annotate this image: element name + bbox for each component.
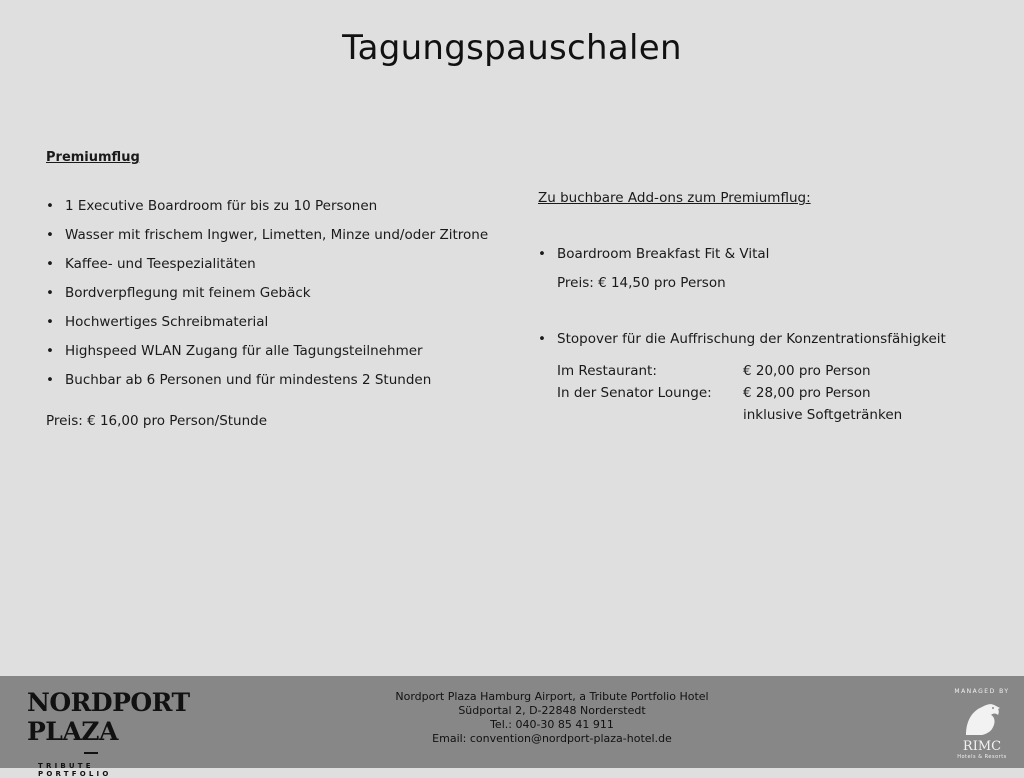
addons-heading: Zu buchbare Add-ons zum Premiumflug: [538,190,811,206]
address-line: Tel.: 040-30 85 41 911 [490,718,614,731]
list-item: • Hochwertiges Schreibmaterial [46,313,516,342]
premiumflug-section [46,150,516,429]
rimc-logo [952,688,1012,760]
price-row-label: Im Restaurant: [557,363,657,379]
list-item: • Kaffee- und Teespezialitäten [46,255,516,284]
addon-price: Preis: € 14,50 pro Person [557,275,726,291]
price-note: inklusive Softgetränken [743,407,903,423]
address-line: Südportal 2, D-22848 Norderstedt [458,704,646,717]
addon-label: • Boardroom Breakfast Fit & Vital [538,245,1008,263]
price-row [557,360,1008,382]
addon-label: • Stopover für die Auffrischung der Konzentrationsfähigkeit [538,330,1008,348]
list-item: • Bordverpflegung mit feinem Gebäck [46,284,516,313]
price-row-value [743,360,871,382]
list-item: • Wasser mit frischem Ingwer, Limetten, Minze und/oder Zitrone [46,226,516,255]
rimc-name: RIMC [962,739,1002,754]
price-value: € 28,00 pro Person [743,385,871,401]
price-table [538,360,1008,426]
nordport-logo [27,688,190,778]
logo-divider [84,752,98,754]
price-value: € 20,00 pro Person [743,363,871,379]
price-text: Preis: € 16,00 pro Person/Stunde [46,413,268,429]
logo-tagline: TRIBUTE PORTFOLIO [38,762,112,778]
address-line: Nordport Plaza Hamburg Airport, a Tribute Portfolio Hotel [395,690,709,703]
price-row-value [743,382,902,426]
feature-list [46,197,516,400]
eagle-icon [960,699,1004,737]
addon-stopover [538,330,1008,426]
footer [0,676,1024,778]
price-row-label: In der Senator Lounge: [557,385,712,401]
list-item: • Buchbar ab 6 Personen und für mindestens 2 Stunden [46,371,516,400]
page-title: Tagungspauschalen [342,28,682,68]
logo-name: NORDPORT PLAZA [27,688,190,746]
list-item: • 1 Executive Boardroom für bis zu 10 Personen [46,197,516,226]
addons-section [538,190,1008,426]
addon-breakfast [538,245,1008,292]
section-heading: Premiumflug [46,150,140,165]
list-item: • Highspeed WLAN Zugang für alle Tagungsteilnehmer [46,342,516,371]
address-line: Email: convention@nordport-plaza-hotel.de [432,732,672,745]
contact-address [352,690,752,746]
managed-by-label: MANAGED BY [954,688,1010,695]
price-row [557,382,1008,426]
rimc-subtitle: Hotels & Resorts [957,754,1007,760]
